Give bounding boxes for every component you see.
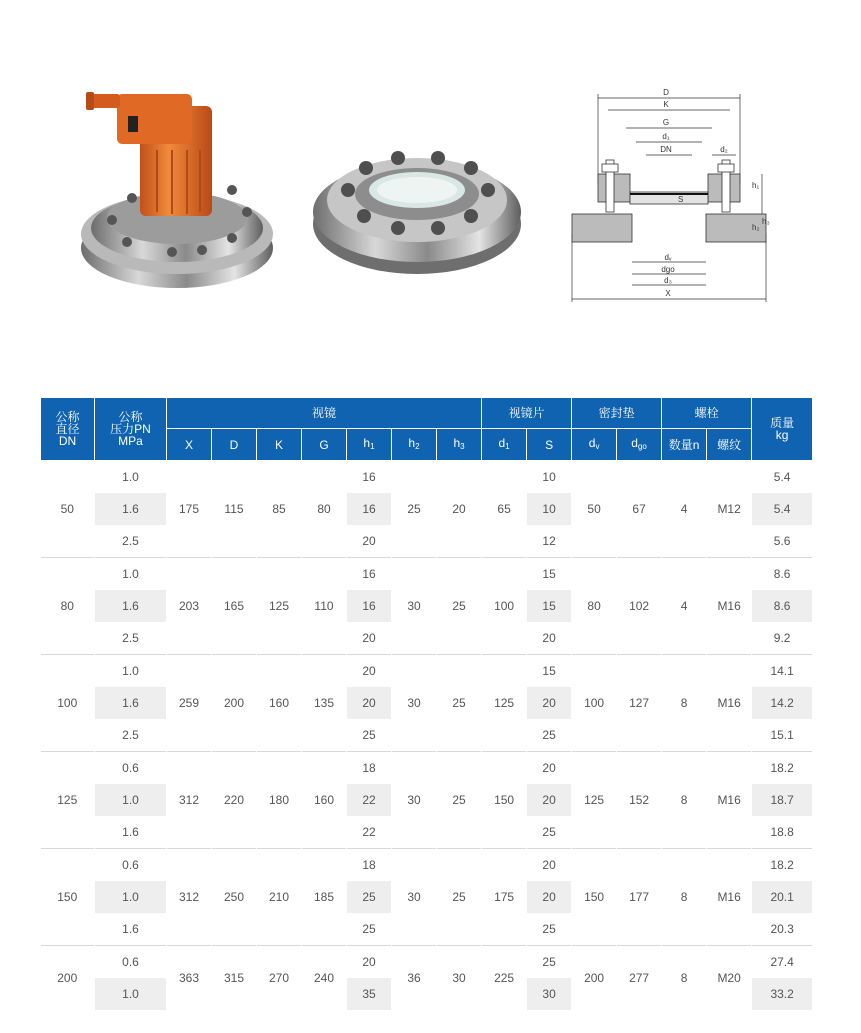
cell-s: 10 [527,493,572,525]
drawing-label-h1: h₁ [752,181,760,190]
cell-pn: 1.0 [95,558,167,591]
drawing-label-dgo: dgo [661,265,675,274]
cell-bolt-count: 8 [662,849,707,946]
cell-d1: 65 [482,461,527,558]
cell-s: 15 [527,590,572,622]
cell-pn: 1.0 [95,655,167,688]
cell-s: 25 [527,913,572,946]
drawing-label-DN: DN [660,145,672,154]
sight-glass-with-lamp-photo [72,80,277,295]
header-X: X [167,429,212,461]
cell-h1: 25 [347,719,392,752]
cell-h3: 25 [437,558,482,655]
cell-G: 160 [302,752,347,849]
header-bolt: 螺栓 [662,398,752,429]
header-pn: 公称 压力PN MPa [95,398,167,461]
cell-h3: 25 [437,655,482,752]
cell-mass: 18.7 [752,784,813,816]
cell-K: 85 [257,461,302,558]
cell-dv: 80 [572,558,617,655]
cell-thread: M12 [707,461,752,558]
cell-s: 20 [527,784,572,816]
cell-dv: 150 [572,849,617,946]
cell-h3: 30 [437,946,482,1011]
cell-X: 312 [167,849,212,946]
cell-X: 363 [167,946,212,1011]
cell-G: 185 [302,849,347,946]
cell-h1: 20 [347,687,392,719]
cell-dgo: 152 [617,752,662,849]
cell-d1: 175 [482,849,527,946]
cell-h2: 30 [392,752,437,849]
drawing-label-h2: h₂ [752,223,760,232]
cell-pn: 2.5 [95,622,167,655]
header-dv: $d_v$ [572,429,617,461]
cell-mass: 5.4 [752,493,813,525]
table-row [41,752,813,785]
cell-s: 12 [527,525,572,558]
header-gasket: 密封垫 [572,398,662,429]
cell-h1: 20 [347,946,392,979]
cell-h1: 16 [347,461,392,494]
header-h3: $h_3$ [437,429,482,461]
cell-mass: 8.6 [752,558,813,591]
cell-mass: 27.4 [752,946,813,979]
cell-dn: 50 [41,461,95,558]
table-row [41,849,813,882]
cell-mass: 33.2 [752,978,813,1010]
cell-s: 20 [527,849,572,882]
cell-K: 210 [257,849,302,946]
table-row [41,461,813,494]
cell-dgo: 277 [617,946,662,1011]
cell-dn: 200 [41,946,95,1011]
sight-glass-flange-photo [308,132,526,282]
cross-section-drawing [566,84,771,306]
cell-thread: M20 [707,946,752,1011]
cell-X: 203 [167,558,212,655]
table-row [41,655,813,688]
cell-h3: 20 [437,461,482,558]
cell-s: 10 [527,461,572,494]
cell-s: 15 [527,655,572,688]
drawing-label-dv: dᵥ [664,253,672,262]
cell-h1: 16 [347,493,392,525]
cell-h2: 30 [392,655,437,752]
cell-bolt-count: 4 [662,558,707,655]
cell-D: 200 [212,655,257,752]
cell-dv: 125 [572,752,617,849]
cell-D: 250 [212,849,257,946]
drawing-label-S: S [678,195,684,204]
cell-h2: 36 [392,946,437,1011]
cell-h2: 30 [392,558,437,655]
cell-pn: 2.5 [95,719,167,752]
cell-h1: 18 [347,752,392,785]
cell-D: 165 [212,558,257,655]
cell-mass: 15.1 [752,719,813,752]
cell-s: 25 [527,946,572,979]
cell-d1: 100 [482,558,527,655]
cell-h1: 25 [347,881,392,913]
drawing-label-K: K [663,100,669,109]
cell-mass: 5.6 [752,525,813,558]
cell-D: 220 [212,752,257,849]
cell-dv: 100 [572,655,617,752]
cell-h1: 22 [347,784,392,816]
cell-dn: 100 [41,655,95,752]
cell-s: 25 [527,816,572,849]
cell-K: 180 [257,752,302,849]
drawing-label-d2: d₂ [720,145,728,154]
cell-K: 270 [257,946,302,1011]
drawing-label-G: G [662,118,670,127]
cell-h1: 25 [347,913,392,946]
header-mass: 质量 kg [752,398,813,461]
cell-mass: 5.4 [752,461,813,494]
drawing-label-h3: h₃ [762,217,770,226]
cell-K: 160 [257,655,302,752]
cell-pn: 1.6 [95,816,167,849]
cell-h3: 25 [437,849,482,946]
table-row [41,946,813,979]
header-D: D [212,429,257,461]
cell-bolt-count: 4 [662,461,707,558]
cell-pn: 1.0 [95,978,167,1010]
cell-D: 315 [212,946,257,1011]
cell-h1: 16 [347,590,392,622]
specification-rows [41,461,813,1011]
cell-dn: 150 [41,849,95,946]
cell-bolt-count: 8 [662,946,707,1011]
cell-dgo: 102 [617,558,662,655]
cell-h2: 25 [392,461,437,558]
cell-dgo: 177 [617,849,662,946]
cell-thread: M16 [707,849,752,946]
cell-s: 20 [527,752,572,785]
cell-mass: 18.2 [752,752,813,785]
cell-pn: 0.6 [95,752,167,785]
cell-h1: 22 [347,816,392,849]
cell-mass: 9.2 [752,622,813,655]
cell-h1: 35 [347,978,392,1010]
cell-d1: 125 [482,655,527,752]
header-sight-glass: 视镜 [167,398,482,429]
cell-h1: 18 [347,849,392,882]
cell-s: 25 [527,719,572,752]
cell-dn: 125 [41,752,95,849]
cell-pn: 1.6 [95,590,167,622]
cell-mass: 14.1 [752,655,813,688]
cell-dgo: 67 [617,461,662,558]
cell-s: 20 [527,881,572,913]
table-row [41,558,813,591]
drawing-label-D: D [663,88,669,97]
cell-G: 80 [302,461,347,558]
cell-pn: 1.0 [95,784,167,816]
cell-h3: 25 [437,752,482,849]
cell-h1: 20 [347,622,392,655]
header-K: K [257,429,302,461]
cell-mass: 8.6 [752,590,813,622]
cell-thread: M16 [707,655,752,752]
cell-d1: 150 [482,752,527,849]
cell-pn: 1.0 [95,461,167,494]
cell-pn: 0.6 [95,849,167,882]
cell-G: 240 [302,946,347,1011]
cell-mass: 20.1 [752,881,813,913]
header-h1: $h_1$ [347,429,392,461]
cell-pn: 1.6 [95,687,167,719]
cell-pn: 1.6 [95,493,167,525]
cell-D: 115 [212,461,257,558]
specification-table [40,397,813,1010]
cell-h1: 16 [347,558,392,591]
cell-pn: 1.6 [95,913,167,946]
cell-s: 20 [527,622,572,655]
cell-dv: 200 [572,946,617,1011]
header-thread: 螺纹 [707,429,752,461]
cell-dn: 80 [41,558,95,655]
header-S: S [527,429,572,461]
cell-pn: 2.5 [95,525,167,558]
cell-bolt-count: 8 [662,752,707,849]
cell-dgo: 127 [617,655,662,752]
cell-h1: 20 [347,525,392,558]
cell-d1: 225 [482,946,527,1011]
drawing-label-X: X [665,289,671,298]
cell-G: 135 [302,655,347,752]
cell-s: 30 [527,978,572,1010]
cell-X: 259 [167,655,212,752]
header-dn: 公称 直径 DN [41,398,95,461]
header-h2: $h_2$ [392,429,437,461]
header-G: G [302,429,347,461]
header-d1: $d_1$ [482,429,527,461]
cell-h2: 30 [392,849,437,946]
cell-pn: 0.6 [95,946,167,979]
cell-h1: 20 [347,655,392,688]
cell-mass: 18.8 [752,816,813,849]
cell-mass: 18.2 [752,849,813,882]
cell-mass: 14.2 [752,687,813,719]
cell-s: 15 [527,558,572,591]
cell-X: 312 [167,752,212,849]
header-dgo: $d_{go}$ [617,429,662,461]
cell-K: 125 [257,558,302,655]
cell-pn: 1.0 [95,881,167,913]
drawing-label-dx: d₃ [664,276,672,285]
cell-G: 110 [302,558,347,655]
cell-thread: M16 [707,558,752,655]
drawing-label-d1: d₁ [662,132,670,141]
header-glass-disc: 视镜片 [482,398,572,429]
cell-X: 175 [167,461,212,558]
header-bolt-count: 数量n [662,429,707,461]
cell-mass: 20.3 [752,913,813,946]
cell-dv: 50 [572,461,617,558]
cell-bolt-count: 8 [662,655,707,752]
cell-s: 20 [527,687,572,719]
cell-thread: M16 [707,752,752,849]
